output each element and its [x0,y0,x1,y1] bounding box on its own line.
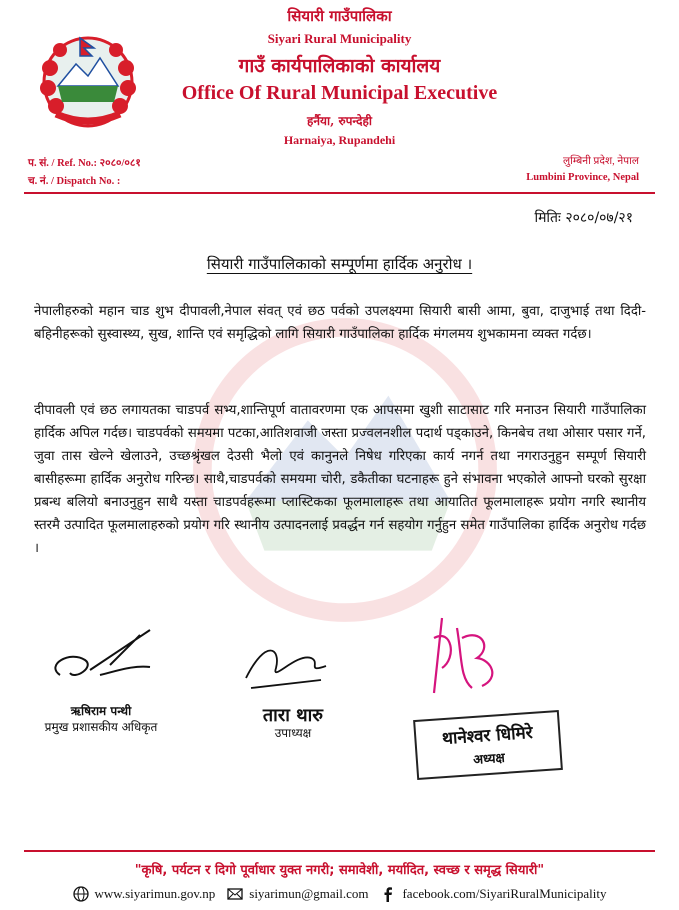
signature-3 [412,598,512,708]
letter-subject-text: सियारी गाउँपालिकाको सम्पूर्णमा हार्दिक अनुरोध । [206,255,473,273]
globe-icon [73,886,89,902]
reference-number: प. सं. / Ref. No.: २०८०/०८१ [28,158,141,169]
office-name-en: Office Of Rural Municipal Executive [181,82,498,104]
municipality-name-en: Siyari Rural Municipality [267,31,412,46]
province-np: लुम्बिनी प्रदेश, नेपाल [563,156,639,167]
address-en: Harnaiya, Rupandehi [283,133,396,147]
signature-1 [40,625,160,695]
letter-paragraph-2: दीपावली एवं छठ लगायतका चाडपर्व सभ्य,शान्तिपूर्ण वातावरणमा एक आपसमा खुशी साटासाट गरि मनाउन सियारी गाउँपालिका हार्दिक अपिल गर्दछ। चाडपर्वको समयमा पटका,आतिशवाजी जस्ता प्रज्वलनशील पदार्थ पड्काउने, किनबेच तथा ओसार पसार गर्ने, जुवा तास खेल्ने खेलाउने, उच्छश्रृंखल देउसी भैलो एवं कानुनले निषेध गरिएका कार्य नगर्न तथा नगराउनुहुन सम्पूर्ण सियारी बासीहरूमा हार्दिक अनुरोध गरिन्छ। साथै,चाडपर्वको समयमा चोरी, डकैतीका घटनाहरू हुने संभावना भएकोले आफ्नो घरको सुरक्षा प्रबन्ध बलियो बनाउनुहुन साथै यस्ता चाडपर्वहरूमा प्लास्टिकका फूलमालाहरू तथा आयातित फूलमालाहरू प्रयोग नगरि स्थानीय स्तरमै उत्पादित फूलमालाहरुको प्रयोग गरि स्थानीय उत्पादनलाई प्रवर्द्धन गर्न सहयोग गर्नुहुन समेत गाउँपालिका हार्दिक अनुरोध गर्दछ । [34,403,646,556]
signatory-3-name: थानेश्वर धिमिरे [441,722,534,750]
signatory-3-stamp [413,710,563,780]
signatory-1-title: प्रमुख प्रशासकीय अधिकृत [44,720,158,734]
facebook-icon [380,886,396,902]
website-link[interactable]: www.siyarimun.gov.np [94,886,216,901]
signature-2 [236,628,336,698]
signatory-2-title: उपाध्यक्ष [274,726,312,740]
dispatch-number: च. नं. / Dispatch No. : [28,176,121,187]
province-en: Lumbini Province, Nepal [526,172,639,183]
signatory-1-name: ऋषिराम पन्थी [70,704,132,718]
municipality-name-np: सियारी गाउँपालिका [287,7,392,25]
address-np: हर्नैया, रुपन्देही [306,114,372,128]
email-link[interactable]: siyarimun@gmail.com [249,886,369,901]
letter-subject [0,254,679,274]
mail-icon [227,886,243,902]
signatory-2-name: तारा थारु [262,705,324,726]
footer-contacts [0,886,679,902]
header-divider [24,192,655,194]
facebook-link[interactable]: facebook.com/SiyariRuralMunicipality [402,886,607,901]
signatory-3-title: अध्यक्ष [472,750,506,769]
footer-divider [24,850,655,852]
footer-motto: "कृषि, पर्यटन र दिगो पूर्वाधार युक्त नगरी; समावेशी, मर्यादित, स्वच्छ र समृद्ध सियारी" [134,863,545,878]
letter-paragraph-1: नेपालीहरुको महान चाड शुभ दीपावली,नेपाल संवत् एवं छठ पर्वको उपलक्ष्यमा सियारी बासी आमा, बुवा, दाजुभाई तथा दिदी-बहिनीहरूको सुस्वास्थ्य, सुख, शान्ति एवं समृद्धिको लागि सियारी गाउँपालिका हार्दिक मंगलमय शुभकामना व्यक्त गर्दछ। [34,304,646,342]
office-name-np: गाउँ कार्यपालिकाको कार्यालय [238,55,441,77]
letter-date: मितिः २०८०/०७/२१ [534,210,633,226]
